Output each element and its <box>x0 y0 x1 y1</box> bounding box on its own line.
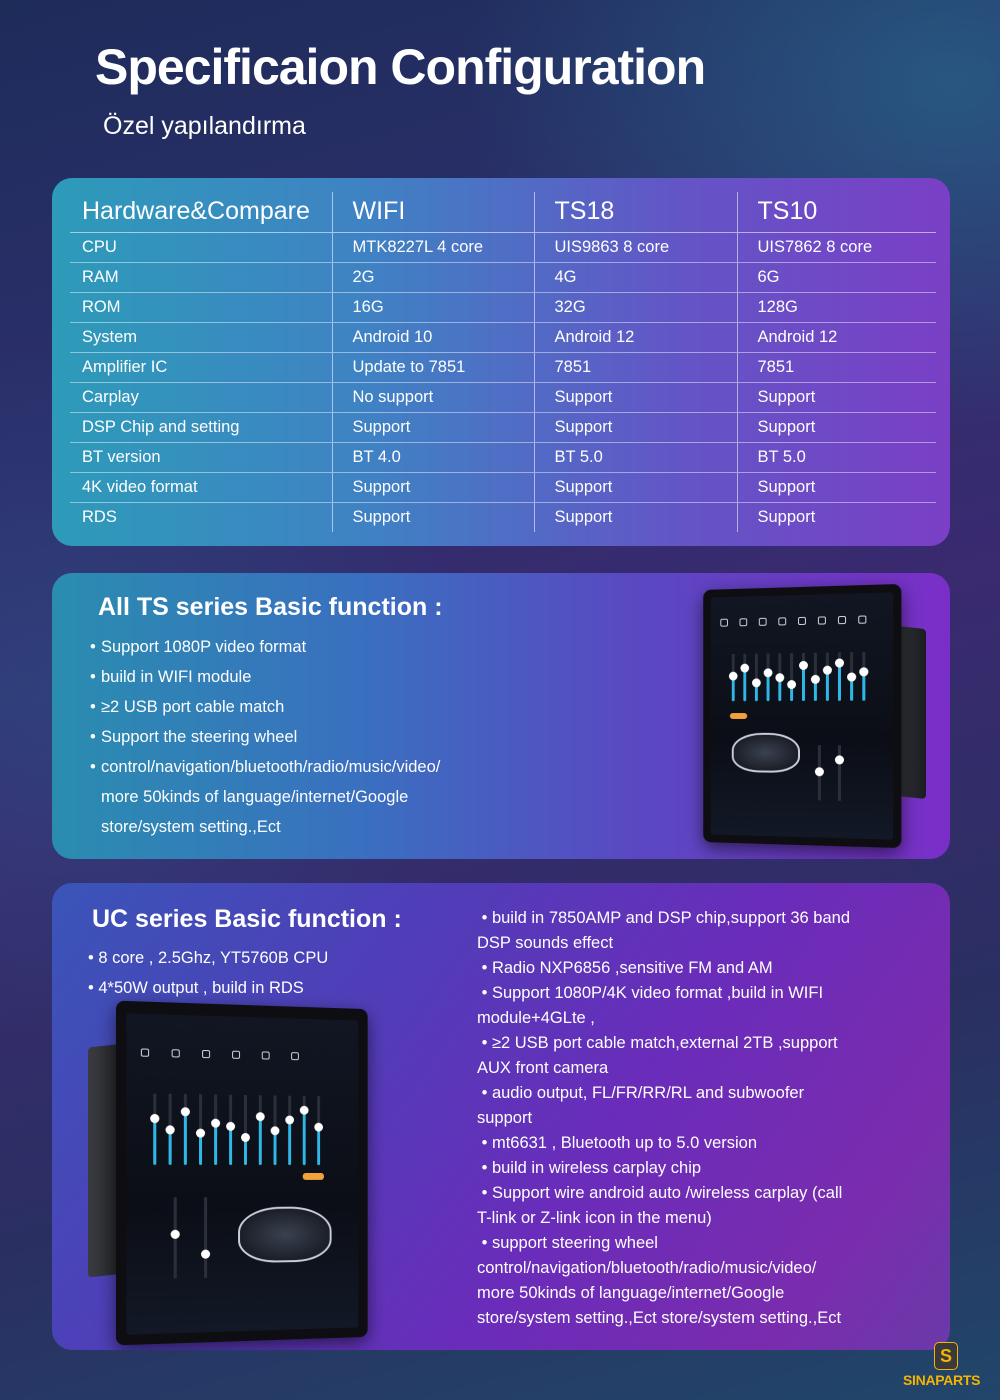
spec-table-body <box>70 232 936 532</box>
table-row <box>70 502 936 532</box>
eq-knob <box>859 667 868 676</box>
bullet-dot: • <box>90 668 96 686</box>
list-item: • Radio NXP6856 ,sensitive FM and AM <box>477 959 773 977</box>
column-header-wifi: WIFI <box>332 192 534 232</box>
eq-knob <box>196 1129 205 1138</box>
uc-section-title: UC series Basic function : <box>92 905 402 933</box>
sinaparts-logo <box>900 1340 992 1396</box>
list-item <box>90 812 560 842</box>
spec-value-cell: 4G <box>534 262 737 292</box>
ts-feature-list <box>90 632 560 842</box>
list-item-text: Support the steering wheel <box>101 728 298 746</box>
spec-value-cell: Android 12 <box>534 322 737 352</box>
eq-knob <box>811 675 820 684</box>
spec-label-cell: RAM <box>70 262 332 292</box>
list-item: T-link or Z-link icon in the menu) <box>477 1209 712 1227</box>
spec-value-cell: 128G <box>737 292 936 322</box>
list-item: • 4*50W output , build in RDS <box>88 979 304 997</box>
spec-value-cell: Update to 7851 <box>332 352 534 382</box>
eq-bar <box>317 1127 320 1165</box>
sinaparts-logo-icon: S <box>934 1342 958 1370</box>
eq-knob <box>166 1125 175 1134</box>
spec-value-cell: 2G <box>332 262 534 292</box>
list-item: control/navigation/bluetooth/radio/music/video/ <box>477 1259 817 1277</box>
table-row <box>70 292 936 322</box>
eq-bar <box>214 1123 217 1165</box>
uc-series-panel <box>52 883 950 1350</box>
eq-bar <box>169 1129 172 1165</box>
bullet-dot: • <box>90 638 96 656</box>
spec-value-cell: Android 12 <box>737 322 936 352</box>
list-item <box>90 722 560 752</box>
bullet-dot: • <box>90 758 96 776</box>
eq-bar <box>838 662 841 700</box>
spec-label-cell: Amplifier IC <box>70 352 332 382</box>
spec-value-cell: No support <box>332 382 534 412</box>
spec-value-cell: Support <box>737 382 936 412</box>
eq-knob <box>847 672 856 681</box>
eq-bar <box>802 665 805 701</box>
table-row <box>70 262 936 292</box>
eq-knob <box>226 1122 235 1131</box>
spec-label-cell: ROM <box>70 292 332 322</box>
table-row <box>70 442 936 472</box>
eq-bar <box>274 1130 277 1165</box>
page-title: Specificaion Configuration <box>95 39 706 95</box>
spec-label-cell: Carplay <box>70 382 332 412</box>
table-row <box>70 412 936 442</box>
column-header-ts18: TS18 <box>534 192 737 232</box>
eq-knob <box>775 673 784 682</box>
spec-value-cell: 6G <box>737 262 936 292</box>
eq-knob <box>729 672 738 681</box>
spec-value-cell: Support <box>332 502 534 532</box>
preset-button <box>303 1173 324 1180</box>
list-item-text: Support 1080P video format <box>101 638 307 656</box>
table-row <box>70 352 936 382</box>
spec-value-cell: 7851 <box>737 352 936 382</box>
list-item: • support steering wheel <box>477 1234 658 1252</box>
list-item <box>90 752 560 782</box>
ts-section-title: All TS series Basic function : <box>98 593 443 621</box>
bullet-dot: • <box>90 728 96 746</box>
spec-value-cell: Support <box>534 472 737 502</box>
eq-knob <box>211 1119 220 1128</box>
spec-value-cell: Support <box>737 412 936 442</box>
spec-value-cell: Support <box>534 382 737 412</box>
spec-value-cell: BT 5.0 <box>534 442 737 472</box>
eq-knob <box>835 658 844 667</box>
uc-right-feature-list <box>477 906 917 1331</box>
list-item <box>90 782 560 812</box>
spec-label-cell: DSP Chip and setting <box>70 412 332 442</box>
table-row <box>70 472 936 502</box>
car-illustration <box>732 733 800 773</box>
list-item: AUX front camera <box>477 1059 609 1077</box>
head-unit-device-image <box>692 587 942 855</box>
table-row <box>70 232 936 262</box>
list-item: module+4GLte , <box>477 1009 595 1027</box>
eq-knob <box>752 678 761 687</box>
page-subtitle: Özel yapılandırma <box>103 112 306 140</box>
column-header-hardware: Hardware&Compare <box>70 192 332 232</box>
spec-label-cell: BT version <box>70 442 332 472</box>
spec-comparison-table <box>70 192 936 532</box>
list-item: • Support wire android auto /wireless carplay (call <box>477 1184 843 1202</box>
eq-bar <box>153 1118 156 1165</box>
list-item-text: control/navigation/bluetooth/radio/music/video/ <box>101 758 441 776</box>
list-item <box>90 692 560 722</box>
spec-value-cell: MTK8227L 4 core <box>332 232 534 262</box>
spec-label-cell: 4K video format <box>70 472 332 502</box>
car-illustration <box>238 1206 332 1263</box>
uc-left-feature-list <box>88 943 378 1003</box>
eq-bar <box>184 1111 187 1165</box>
spec-label-cell: System <box>70 322 332 352</box>
eq-knob <box>799 661 808 670</box>
spec-value-cell: UIS7862 8 core <box>737 232 936 262</box>
column-header-ts10: TS10 <box>737 192 936 232</box>
bullet-dot: • <box>90 698 96 716</box>
eq-knob <box>285 1115 294 1124</box>
eq-knob <box>271 1126 280 1135</box>
spec-value-cell: 7851 <box>534 352 737 382</box>
spec-value-cell: UIS9863 8 core <box>534 232 737 262</box>
device-screen <box>126 1013 358 1334</box>
list-item: • Support 1080P/4K video format ,build in WIFI <box>477 984 824 1002</box>
list-item: support <box>477 1109 533 1127</box>
device-frame <box>116 1001 368 1346</box>
eq-bar <box>229 1126 232 1165</box>
eq-knob <box>823 666 832 675</box>
head-unit-device-image-uc <box>88 1005 388 1347</box>
list-item: DSP sounds effect <box>477 934 614 952</box>
list-item: more 50kinds of language/internet/Google <box>477 1284 785 1302</box>
preset-button <box>730 713 747 719</box>
eq-bar <box>288 1119 291 1165</box>
spec-value-cell: Support <box>737 472 936 502</box>
list-item: • build in wireless carplay chip <box>477 1159 702 1177</box>
spec-value-cell: Support <box>332 472 534 502</box>
equalizer-bars <box>126 1013 358 1020</box>
eq-knob <box>181 1107 190 1116</box>
screen-app-icons <box>711 592 893 597</box>
table-header-row <box>70 192 936 232</box>
spec-value-cell: Support <box>534 502 737 532</box>
device-frame <box>703 584 901 848</box>
ts-series-panel <box>52 573 950 859</box>
eq-knob <box>740 664 749 673</box>
list-item: • mt6631 , Bluetooth up to 5.0 version <box>477 1134 758 1152</box>
list-item-text: more 50kinds of language/internet/Google <box>101 788 409 806</box>
list-item <box>90 662 560 692</box>
list-item: • ≥2 USB port cable match,external 2TB ,support <box>477 1034 838 1052</box>
device-screen <box>711 592 893 839</box>
eq-knob <box>241 1133 250 1142</box>
eq-bar <box>743 668 746 702</box>
eq-knob <box>150 1114 159 1123</box>
brand-name: SINAPARTS <box>903 1372 981 1388</box>
spec-label-cell: CPU <box>70 232 332 262</box>
list-item-text: store/system setting.,Ect <box>101 818 281 836</box>
eq-knob <box>314 1123 323 1132</box>
spec-value-cell: BT 5.0 <box>737 442 936 472</box>
screen-app-icons <box>126 1013 358 1020</box>
equalizer-bars <box>711 592 893 597</box>
eq-bar <box>303 1110 306 1165</box>
spec-value-cell: Android 10 <box>332 322 534 352</box>
spec-value-cell: 32G <box>534 292 737 322</box>
eq-bar <box>259 1116 262 1165</box>
spec-value-cell: Support <box>737 502 936 532</box>
list-item <box>90 632 560 662</box>
list-item: • build in 7850AMP and DSP chip,support 36 band <box>477 909 851 927</box>
spec-value-cell: BT 4.0 <box>332 442 534 472</box>
eq-knob <box>764 668 773 677</box>
spec-value-cell: Support <box>332 412 534 442</box>
table-row <box>70 382 936 412</box>
list-item-text: build in WIFI module <box>101 668 252 686</box>
list-item-text: ≥2 USB port cable match <box>101 698 285 716</box>
list-item: • audio output, FL/FR/RR/RL and subwoofer <box>477 1084 805 1102</box>
eq-knob <box>787 680 796 689</box>
list-item: store/system setting.,Ect store/system setting.,Ect <box>477 1309 842 1327</box>
table-row <box>70 322 936 352</box>
spec-value-cell: Support <box>534 412 737 442</box>
list-item: • 8 core , 2.5Ghz, YT5760B CPU <box>88 949 329 967</box>
eq-knob <box>256 1112 265 1121</box>
spec-label-cell: RDS <box>82 507 117 526</box>
spec-comparison-panel <box>52 178 950 546</box>
eq-knob <box>300 1106 309 1115</box>
spec-value-cell: 16G <box>332 292 534 322</box>
